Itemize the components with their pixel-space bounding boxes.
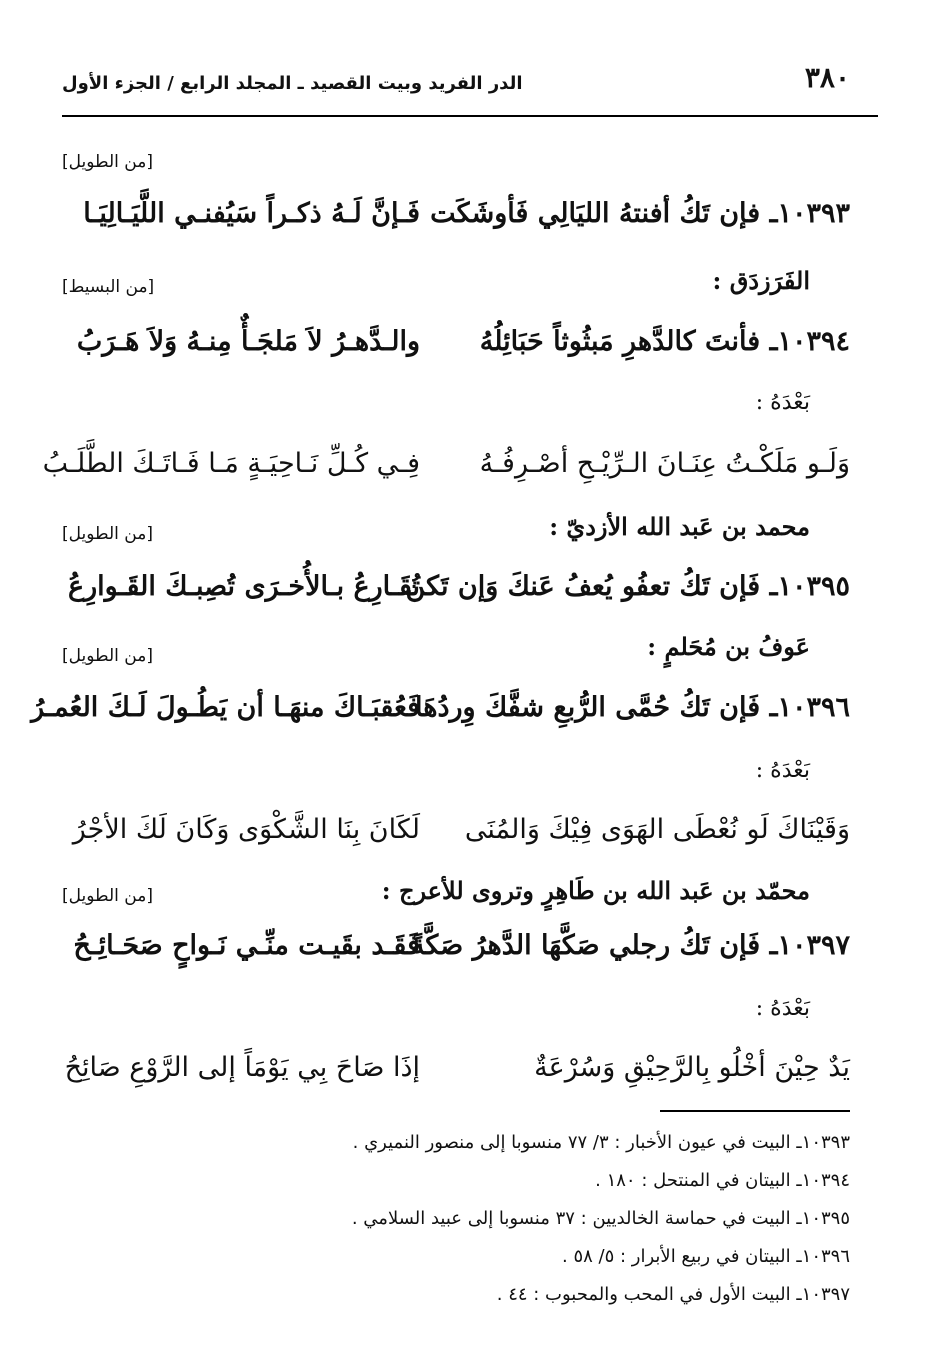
footnote: ١٠٣٩٤ـ البيتان في المنتحل : ١٨٠ . [595,1170,850,1191]
sadr-text: فَإن تَكُ حُمَّى الرُّبعِ شفَّكَ وِردُهَا [415,692,761,723]
meter-label: [من الطويل] [62,524,153,544]
verse-number: ١٠٣٩٣ـ [769,198,850,229]
footnote: ١٠٣٩٥ـ البيت في حماسة الخالديين : ٣٧ منسوبا إلى عبيد السلامي . [351,1208,850,1229]
verse-first-hemistich: وَقَيْنَاكَ لَو نُعْطَى الهَوَى فِيْكَ وَالمُنَى [464,814,850,845]
verse-first-hemistich [415,692,850,723]
after-label: بَعْدَهُ : [755,390,810,415]
verse-first-hemistich: يَدٌ حِيْنَ أخْلُو بِالرَّحِيْقِ وَسُرْعَةٌ [534,1052,850,1083]
verse-10396 [31,684,850,744]
verse-first-hemistich [405,571,850,602]
poet-name: عَوفُ بن مُحَلمٍ : [647,632,810,661]
poet-name: محمد بن عَبد الله الأزديّ : [549,512,810,541]
sadr-text: فأنتَ كالدَّهرِ مَبثُوثاً حَبَائِلُهُ [479,326,761,357]
after-label: بَعْدَهُ : [755,758,810,783]
verse-second-hemistich: فَقَـد بقَيـت منِّـي نَـواحٍ صَحَـائِـحُ [73,930,420,961]
after-label: بَعْدَهُ : [755,996,810,1021]
sadr-text: فَإن تَكُ تعفُو يُعفُ عَنكَ وَإن تَكن [405,571,761,602]
verse-10394 [76,318,850,378]
running-title: الدر الفريد وبيت القصيد ـ المجلد الرابع / الجزء الأول [62,73,523,94]
verse-continuation [64,1044,850,1104]
page-number: ٣٨٠ [804,61,850,94]
verse-first-hemistich: وَلَـو مَلَكْـتُ عِنَـانَ الـرِّيْـحِ أصْـرِفُـهُ [479,448,850,479]
poet-name: الفَرَزدَق : [712,266,810,295]
verse-10397 [73,922,850,982]
verse-first-hemistich [410,930,850,961]
meter-label: [من الطويل] [62,152,153,172]
footnote: ١٠٣٩٦ـ البيتان في ربيع الأبرار : ٥/ ٥٨ . [562,1246,850,1267]
verse-number: ١٠٣٩٧ـ [769,930,850,961]
verse-second-hemistich: تُقَـارِعُ بـالأُخـرَى تُصِبـكَ القَـوارِعُ [68,571,420,602]
verse-second-hemistich: لَكَانَ بِنَا الشَّكْوَى وَكَانَ لَكَ الأجْرُ [72,814,420,845]
page-header [62,55,878,117]
meter-label: [من البسيط] [62,277,155,297]
verse-continuation [72,806,850,866]
verse-second-hemistich: والـدَّهـرُ لاَ مَلجَـأٌ مِنـهُ وَلاَ هَـرَبُ [76,326,420,357]
sadr-text: فإن تَكُ أفنتهُ الليَالِي فَأوشَكَت [430,198,761,229]
footnote-divider [660,1110,850,1112]
meter-label: [من الطويل] [62,646,153,666]
footnote: ١٠٣٩٣ـ البيت في عيون الأخبار : ٣/ ٧٧ منسوبا إلى منصور النميري . [352,1132,850,1153]
verse-first-hemistich [470,326,850,357]
verse-second-hemistich: فِـي كُـلِّ نَـاحِيَـةٍ مَـا فَـاتَـكَ الطَّلَـبُ [42,448,420,479]
verse-second-hemistich: إذَا صَاحَ بِي يَوْمَاً إلى الرَّوْعِ صَائِحُ [64,1052,420,1083]
verse-number: ١٠٣٩٦ـ [769,692,850,723]
verse-first-hemistich [430,198,850,229]
footnote: ١٠٣٩٧ـ البيت الأول في المحب والمحبوب : ٤٤ . [496,1284,850,1305]
verse-10393 [83,190,850,250]
verse-second-hemistich: فَـإنَّ لَـهُ ذكـراً سَيُفنـي اللَّيَـالِيَـا [83,198,420,229]
sadr-text: فَإن تَكُ رجلي صَكَّهَا الدَّهرُ صَكَّةً [410,930,761,961]
poet-name: محمّد بن عَبد الله بن طَاهِرٍ وتروى للأعرج : [381,876,810,905]
verse-number: ١٠٣٩٤ـ [769,326,850,357]
verse-number: ١٠٣٩٥ـ [769,571,850,602]
verse-continuation [42,440,850,500]
verse-10395 [68,563,850,623]
verse-second-hemistich: فَعُقبَـاكَ منهَـا أن يَطُـولَ لَـكَ العُمـرُ [31,692,420,723]
meter-label: [من الطويل] [62,886,153,906]
